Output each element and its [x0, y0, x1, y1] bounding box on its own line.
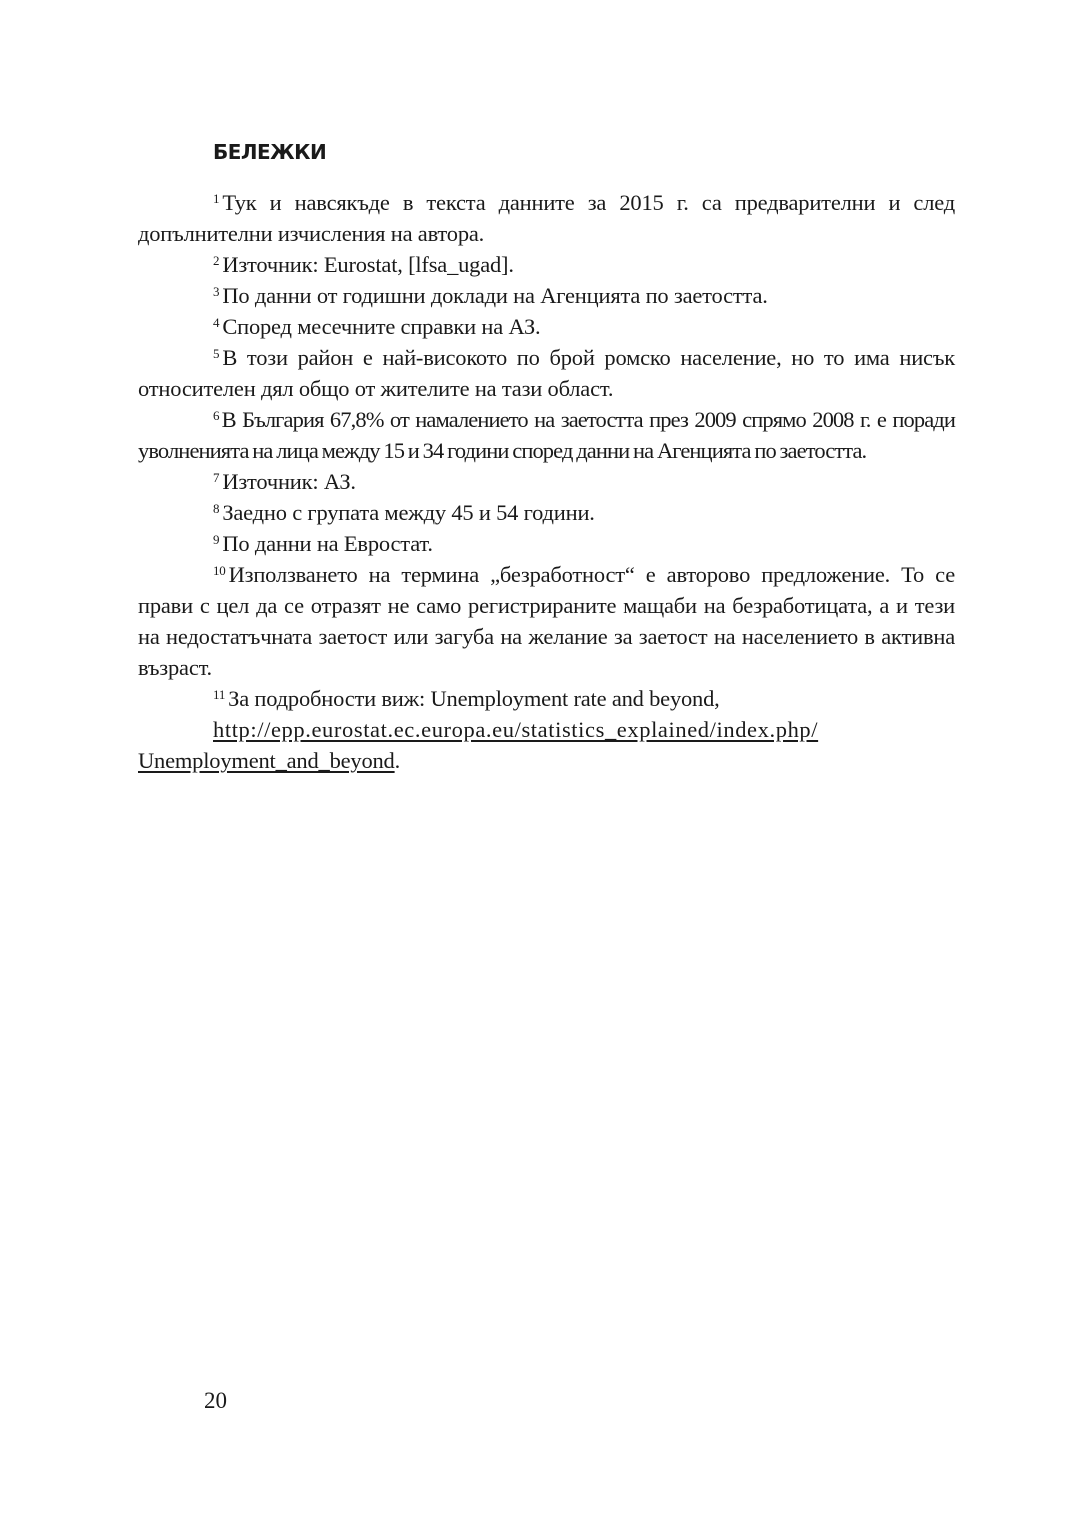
- footnote-text: В България 67,8% от намалението на заетостта през 2009 спрямо 2008 г. е поради уволненията на лица между 15 и 34 години според данни на Агенцията по заетостта.: [138, 407, 955, 463]
- footnote-text: Според месечните справки на АЗ.: [222, 314, 541, 339]
- footnote-number: 10: [213, 563, 226, 578]
- footnote-text: В този район е най-високото по брой ромско население, но то има нисък относителен дял общо от жителите на тази област.: [138, 345, 955, 401]
- footnote-11: [138, 683, 955, 714]
- footnote-text: Тук и навсякъде в текста данните за 2015 г. са предварителни и след допълнителни изчисления на автора.: [138, 190, 955, 246]
- footnote-text: Източник: Eurostat, [lfsa_ugad].: [222, 252, 514, 277]
- footnote-number: 2: [213, 253, 220, 268]
- notes-heading: БЕЛЕЖКИ: [213, 140, 327, 164]
- footnote-number: 4: [213, 315, 220, 330]
- footnote-1: [138, 187, 955, 249]
- footnote-number: 8: [213, 501, 220, 516]
- footnote-number: 3: [213, 284, 220, 299]
- footnote-8: [138, 497, 955, 528]
- page-number: 20: [204, 1388, 227, 1413]
- link-trailing-period: .: [394, 748, 401, 773]
- footnote-4: [138, 311, 955, 342]
- footnote-text: Използването на термина „безработност“ е авторово предложение. То се прави с цел да се отразят не само регистрираните мащаби на безработицата, а и тези на недостатъчната заетост или загуба на желание за заетост на населението в активна възраст.: [138, 562, 955, 680]
- footnote-2: [138, 249, 955, 280]
- footnote-text: По данни от годишни доклади на Агенцията по заетостта.: [222, 283, 768, 308]
- footnote-10: [138, 559, 955, 683]
- footnote-text: По данни на Евростат.: [222, 531, 433, 556]
- footnote-9: [138, 528, 955, 559]
- footnote-6: [138, 404, 955, 466]
- eurostat-link-part-1[interactable]: http://epp.eurostat.ec.europa.eu/statistics_explained/index.php/: [213, 717, 819, 742]
- footnote-number: 9: [213, 532, 220, 547]
- footnote-7: [138, 466, 955, 497]
- footnote-3: [138, 280, 955, 311]
- footnote-number: 11: [213, 687, 226, 702]
- eurostat-link-part-2[interactable]: Unemployment_and_beyond: [138, 748, 395, 773]
- footnotes-list: [138, 187, 955, 776]
- footnote-text: Източник: АЗ.: [222, 469, 356, 494]
- footnote-number: 1: [213, 191, 220, 206]
- eurostat-link-line: [138, 714, 955, 745]
- footnote-number: 6: [213, 408, 219, 423]
- footnote-text: Заедно с групата между 45 и 54 години.: [222, 500, 595, 525]
- footnote-number: 5: [213, 346, 220, 361]
- footnote-5: [138, 342, 955, 404]
- footnote-number: 7: [213, 470, 220, 485]
- eurostat-link-tail: [138, 745, 955, 776]
- footnote-text: За подробности виж: Unemployment rate and beyond,: [228, 686, 720, 711]
